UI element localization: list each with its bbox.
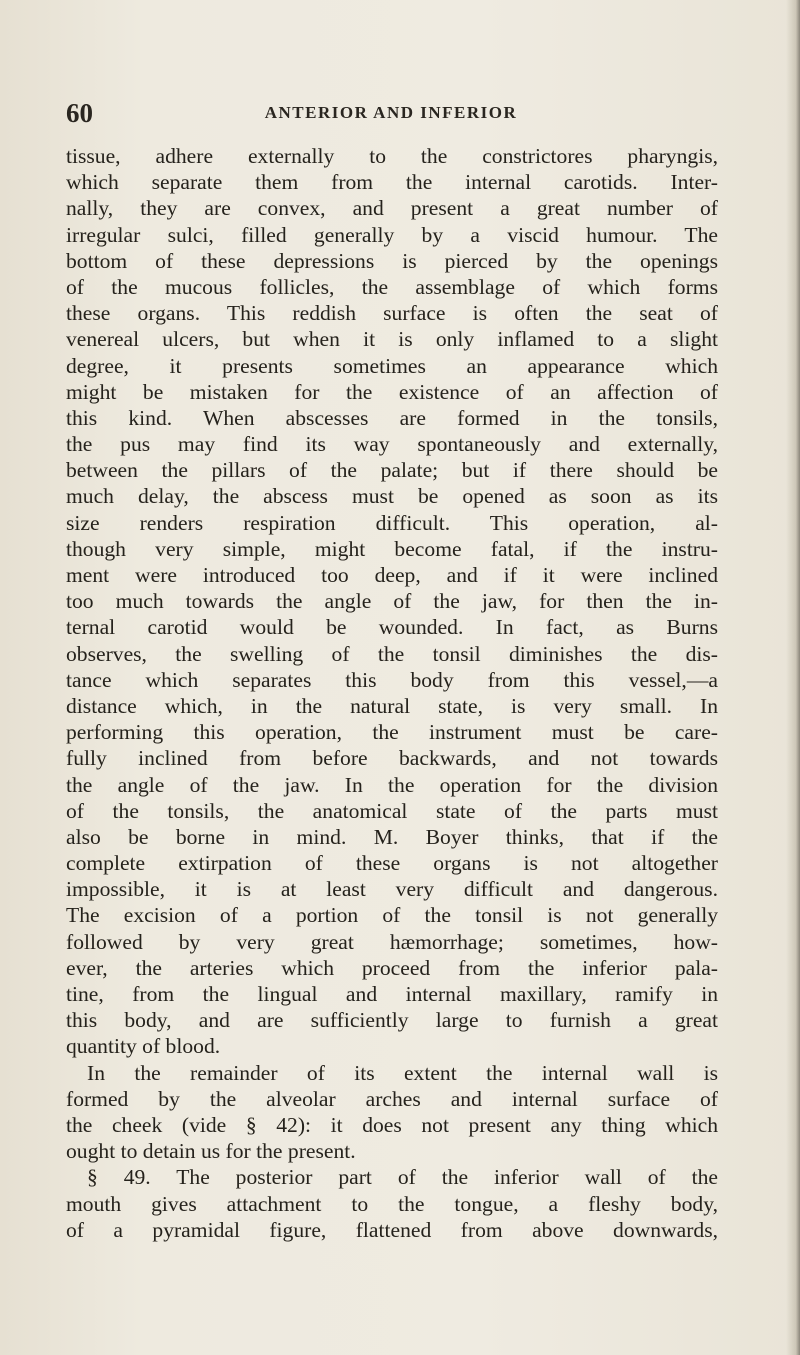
text-line: which separate them from the internal carotids. Inter- bbox=[66, 170, 718, 195]
text-line: complete extirpation of these organs is not altogether bbox=[66, 851, 718, 876]
text-line: In the remainder of its extent the internal wall is bbox=[87, 1060, 718, 1085]
text-line: observes, the swelling of the tonsil diminishes the dis- bbox=[66, 641, 718, 666]
text-line: too much towards the angle of the jaw, for then the in- bbox=[66, 589, 718, 614]
page-number: 60 bbox=[66, 98, 93, 128]
text-line: The excision of a portion of the tonsil is not generally bbox=[66, 903, 718, 928]
text-line: ought to detain us for the present. bbox=[66, 1139, 356, 1164]
text-line: § 49. The posterior part of the inferior wall of the bbox=[87, 1165, 718, 1190]
text-line: irregular sulci, filled generally by a viscid humour. The bbox=[66, 222, 718, 247]
text-line: distance which, in the natural state, is very small. In bbox=[66, 693, 718, 718]
text-line: tine, from the lingual and internal maxillary, ramify in bbox=[66, 982, 718, 1006]
text-line: tance which separates this body from this vessel,—a bbox=[66, 667, 718, 692]
page-edge-shadow bbox=[786, 0, 800, 1355]
text-line: quantity of blood. bbox=[66, 1034, 221, 1059]
text-line: of a pyramidal figure, flattened from above downwards, bbox=[66, 1217, 718, 1242]
text-line: between the pillars of the palate; but if there should be bbox=[66, 458, 718, 483]
text-line: venereal ulcers, but when it is only inflamed to a slight bbox=[66, 327, 718, 352]
text-line: followed by very great hæmorrhage; sometimes, how- bbox=[66, 929, 718, 954]
text-line: much delay, the abscess must be opened as soon as its bbox=[66, 484, 718, 509]
text-line: of the mucous follicles, the assemblage of which forms bbox=[66, 274, 718, 299]
page-header bbox=[66, 98, 716, 128]
text-line: formed by the alveolar arches and internal surface of bbox=[66, 1086, 718, 1111]
text-line: impossible, it is at least very difficult and dangerous. bbox=[66, 877, 718, 902]
text-line: size renders respiration difficult. This operation, al- bbox=[66, 510, 718, 535]
text-line: performing this operation, the instrument must be care- bbox=[66, 720, 718, 745]
text-line: bottom of these depressions is pierced by the openings bbox=[66, 248, 718, 273]
text-line: fully inclined from before backwards, and not towards bbox=[66, 746, 718, 771]
text-line: this kind. When abscesses are formed in the tonsils, bbox=[66, 405, 718, 430]
text-line: of the tonsils, the anatomical state of the parts must bbox=[66, 798, 718, 823]
text-line: degree, it presents sometimes an appearance which bbox=[66, 353, 718, 378]
text-line: the pus may find its way spontaneously and externally, bbox=[66, 432, 718, 457]
running-head: ANTERIOR AND INFERIOR bbox=[264, 103, 518, 122]
text-line: ever, the arteries which proceed from the inferior pala- bbox=[66, 955, 718, 980]
body-text bbox=[66, 143, 718, 1243]
text-line: might be mistaken for the existence of an affection of bbox=[66, 379, 718, 404]
text-line: though very simple, might become fatal, if the instru- bbox=[66, 536, 718, 561]
text-line: the angle of the jaw. In the operation for the division bbox=[66, 772, 718, 797]
text-line: nally, they are convex, and present a great number of bbox=[66, 196, 718, 221]
text-line: the cheek (vide § 42): it does not present any thing which bbox=[66, 1112, 718, 1137]
text-line: ment were introduced too deep, and if it were inclined bbox=[66, 563, 718, 587]
text-line: also be borne in mind. M. Boyer thinks, that if the bbox=[66, 824, 718, 849]
text-line: this body, and are sufficiently large to furnish a great bbox=[66, 1008, 718, 1033]
text-line: these organs. This reddish surface is often the seat of bbox=[66, 301, 718, 326]
text-line: mouth gives attachment to the tongue, a fleshy body, bbox=[66, 1191, 718, 1216]
text-line: tissue, adhere externally to the constrictores pharyngis, bbox=[66, 144, 718, 168]
text-line: ternal carotid would be wounded. In fact, as Burns bbox=[66, 615, 718, 640]
